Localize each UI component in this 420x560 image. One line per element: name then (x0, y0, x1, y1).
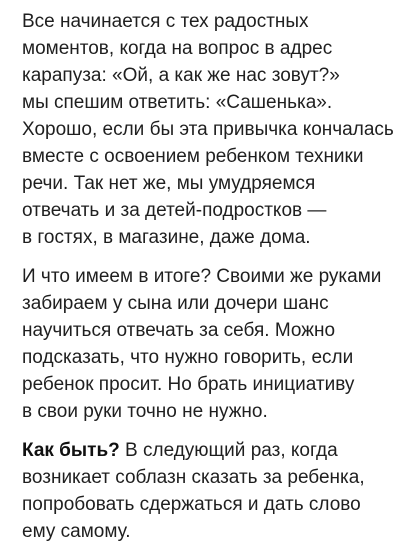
text-line: забираем у сына или дочери шанс (22, 293, 329, 314)
lead-heading: Как быть? (22, 440, 120, 461)
text-line: мы спешим ответить: «Сашенька». (22, 92, 333, 113)
lead-rest: В следующий раз, когда (119, 440, 338, 461)
text-line: речи. Так нет же, мы умудряемся (22, 173, 316, 194)
text-line: вместе с освоением ребенком техники (22, 146, 364, 167)
article-body (22, 8, 418, 557)
paragraph-3 (22, 437, 418, 545)
text-line: в свои руки точно не нужно. (22, 401, 268, 422)
text-line: попробовать сдержаться и дать слово (22, 494, 361, 515)
text-line: И что имеем в итоге? Своими же руками (22, 266, 382, 287)
paragraph-2 (22, 263, 418, 425)
text-line: возникает соблазн сказать за ребенка, (22, 467, 365, 488)
text-line: научиться отвечать за себя. Можно (22, 320, 336, 341)
text-line-first (22, 437, 418, 464)
text-line: Все начинается с тех радостных (22, 11, 309, 32)
text-line: в гостях, в магазине, даже дома. (22, 227, 311, 248)
paragraph-1 (22, 8, 418, 251)
text-line: подсказать, что нужно говорить, если (22, 347, 354, 368)
text-line: Хорошо, если бы эта привычка кончалась (22, 119, 394, 140)
text-line: отвечать и за детей-подростков — (22, 200, 327, 221)
text-line: моментов, когда на вопрос в адрес (22, 38, 333, 59)
text-line: ребенок просит. Но брать инициативу (22, 374, 355, 395)
text-line: ему самому. (22, 521, 131, 542)
text-line: карапуза: «Ой, а как же нас зовут?» (22, 65, 340, 86)
